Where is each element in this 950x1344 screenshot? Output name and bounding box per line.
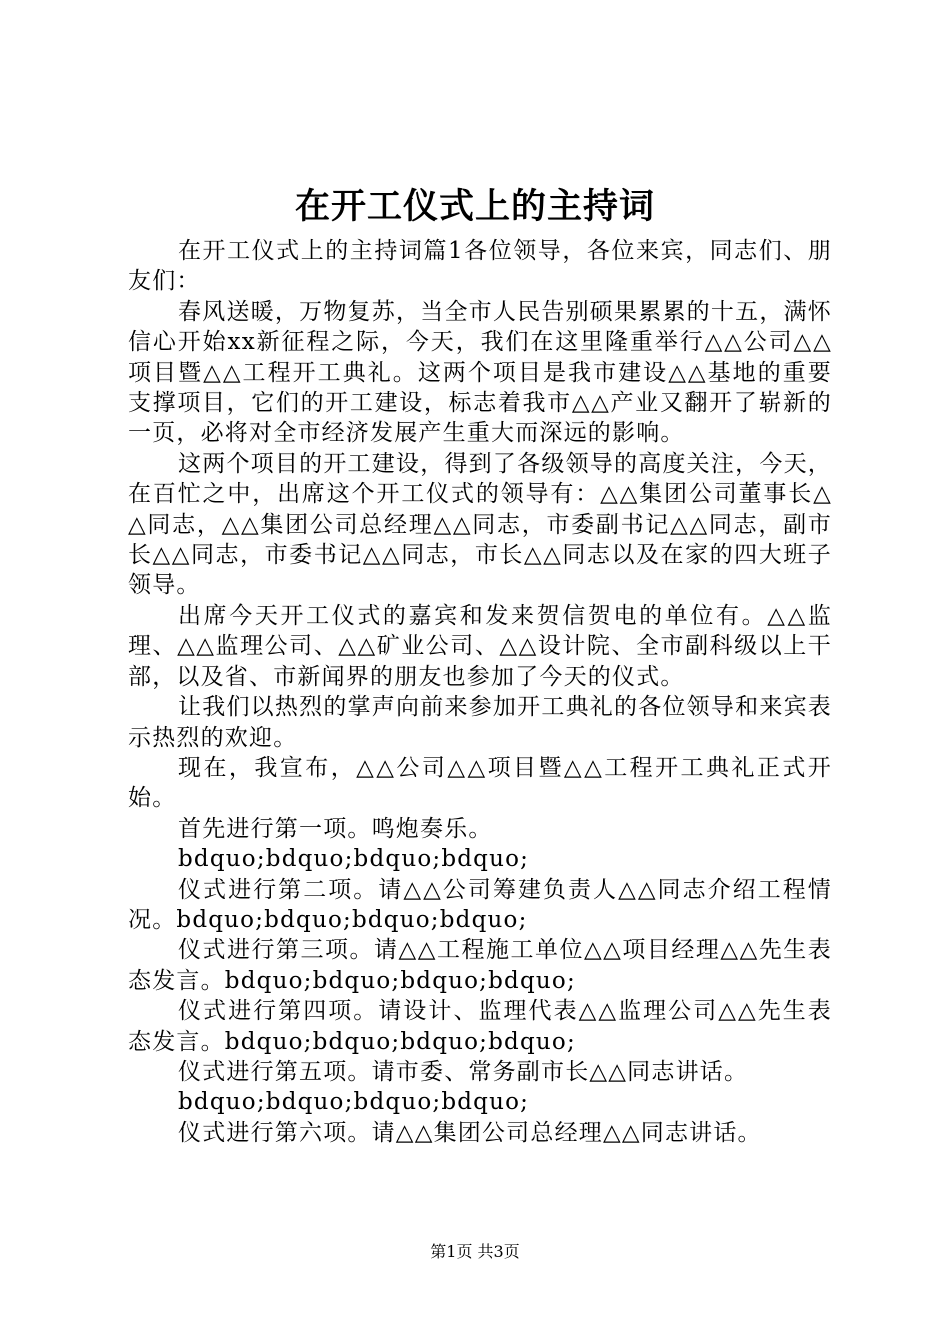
paragraph: bdquo;bdquo;bdquo;bdquo; bbox=[178, 1089, 530, 1116]
paragraph: 首先进行第一项。鸣炮奏乐。 bbox=[178, 815, 493, 842]
document-body bbox=[128, 236, 832, 1148]
paragraph: 仪式进行第五项。请市委、常务副市长△△同志讲话。 bbox=[178, 1058, 749, 1085]
document-title: 在开工仪式上的主持词 bbox=[294, 187, 655, 227]
paragraph: 出席今天开工仪式的嘉宾和发来贺信贺电的单位有。△△监理、△△监理公司、△△矿业公司、△△设计院、全市副科级以上干部，以及省、市新闻界的朋友也参加了今天的仪式。 bbox=[128, 602, 832, 690]
paragraph: 仪式进行第六项。请△△集团公司总经理△△同志讲话。 bbox=[178, 1119, 762, 1146]
paragraph: 这两个项目的开工建设，得到了各级领导的高度关注，今天，在百忙之中，出席这个开工仪式的领导有：△△集团公司董事长△△同志，△△集团公司总经理△△同志，市委副书记△△同志，副市长△△同志，市委书记△△同志，市长△△同志以及在家的四大班子领导。 bbox=[128, 450, 832, 599]
paragraph: bdquo;bdquo;bdquo;bdquo; bbox=[178, 846, 530, 873]
paragraph: 仪式进行第二项。请△△公司筹建负责人△△同志介绍工程情况。bdquo;bdquo;bdquo;bdquo; bbox=[128, 876, 832, 933]
paragraph: 现在，我宣布，△△公司△△项目暨△△工程开工典礼正式开始。 bbox=[128, 754, 832, 812]
paragraph: 在开工仪式上的主持词篇1各位领导，各位来宾，同志们、朋友们： bbox=[128, 238, 832, 295]
page-footer: 第1页 共3页 bbox=[430, 1242, 520, 1261]
paragraph: 春风送暖，万物复苏，当全市人民告别硕果累累的十五，满怀信心开始xx新征程之际，今天，我们在这里隆重举行△△公司△△项目暨△△工程开工典礼。这两个项目是我市建设△△基地的重要支撑项目，它们的开工建设，标志着我市△△产业又翻开了崭新的一页，必将对全市经济发展产生重大而深远的影响。 bbox=[128, 298, 832, 447]
paragraph: 仪式进行第三项。请△△工程施工单位△△项目经理△△先生表态发言。bdquo;bdquo;bdquo;bdquo; bbox=[128, 937, 832, 994]
paragraph: 仪式进行第四项。请设计、监理代表△△监理公司△△先生表态发言。bdquo;bdquo;bdquo;bdquo; bbox=[128, 998, 832, 1055]
paragraph: 让我们以热烈的掌声向前来参加开工典礼的各位领导和来宾表示热烈的欢迎。 bbox=[128, 694, 832, 751]
